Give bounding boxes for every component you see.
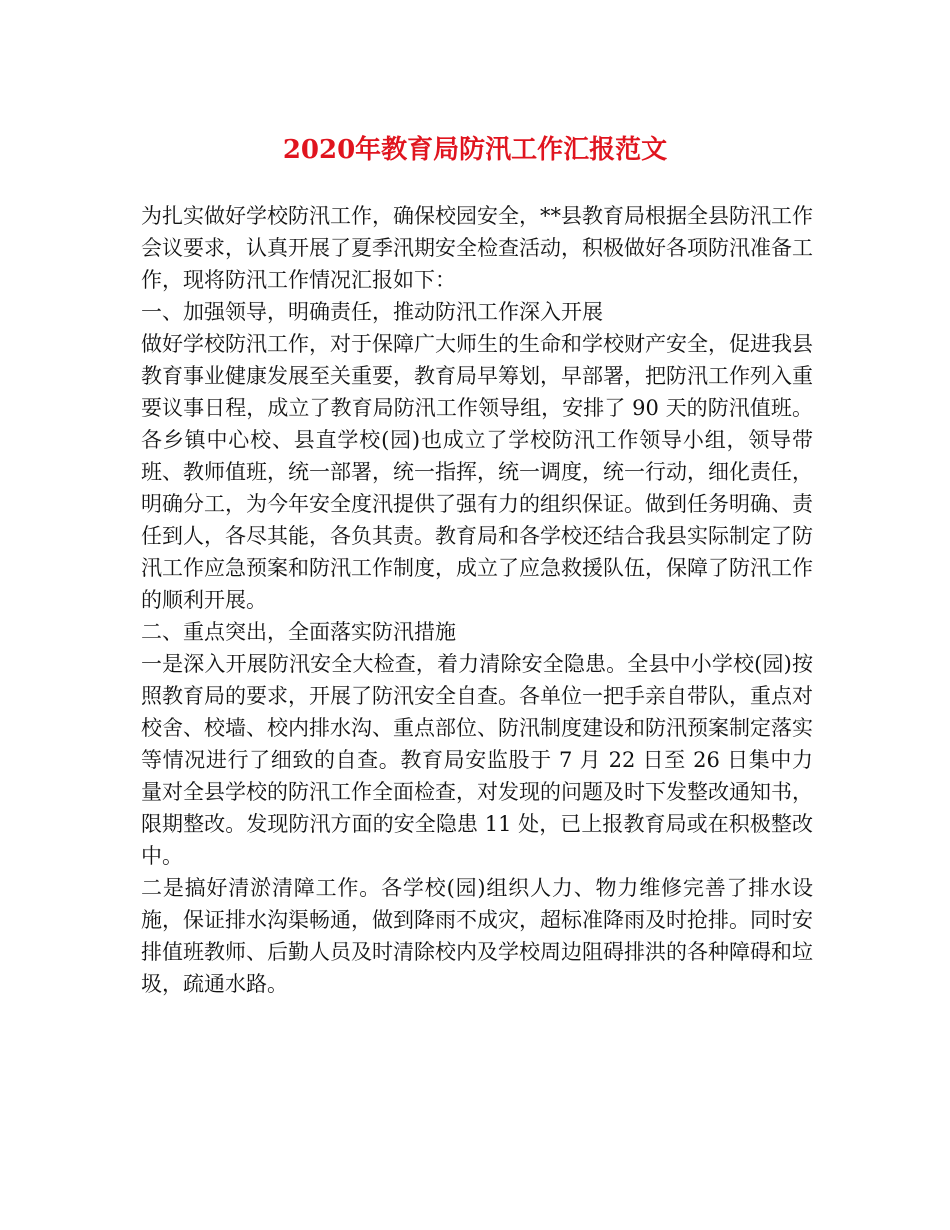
section-2-paragraph-1: 一是深入开展防汛安全大检查，着力清除安全隐患。全县中小学校(园)按照教育局的要求，开展了防汛安全自查。各单位一把手亲自带队，重点对校舍、校墙、校内排水沟、重点部位、防汛制度建设和防汛预案制定落实等情况进行了细致的自查。教育局安监股于 7 月 22 日至 26 日集中力量对全县学校的防汛工作全面检查，对发现的问题及时下发整改通知书，限期整改。发现防汛方面的安全隐患 11 处，已上报教育局或在积极整改中。 (141, 652, 813, 868)
document-title: 2020年教育局防汛工作汇报范文 (282, 135, 668, 165)
intro-paragraph: 为扎实做好学校防汛工作，确保校园安全，**县教育局根据全县防汛工作会议要求，认真开展了夏季汛期安全检查活动，积极做好各项防汛准备工作，现将防汛工作情况汇报如下： (141, 204, 813, 292)
section-2-paragraph-2: 二是搞好清淤清障工作。各学校(园)组织人力、物力维修完善了排水设施，保证排水沟渠畅通，做到降雨不成灾，超标准降雨及时抢排。同时安排值班教师、后勤人员及时清除校内及学校周边阻碍排洪的各种障碍和垃圾，疏通水路。 (141, 876, 813, 996)
section-heading-1: 一、加强领导，明确责任，推动防汛工作深入开展 (141, 300, 603, 324)
section-heading-2: 二、重点突出，全面落实防汛措施 (141, 620, 456, 644)
section-1-paragraph: 做好学校防汛工作，对于保障广大师生的生命和学校财产安全，促进我县教育事业健康发展至关重要，教育局早筹划，早部署，把防汛工作列入重要议事日程，成立了教育局防汛工作领导组，安排了 90 天的防汛值班。各乡镇中心校、县直学校(园)也成立了学校防汛工作领导小组，领导带班、教师值班，统一部署，统一指挥，统一调度，统一行动，细化责任，明确分工，为今年安全度汛提供了强有力的组织保证。做到任务明确、责任到人，各尽其能，各负其责。教育局和各学校还结合我县实际制定了防汛工作应急预案和防汛工作制度，成立了应急救援队伍，保障了防汛工作的顺利开展。 (141, 332, 813, 612)
document-body (141, 200, 813, 1000)
